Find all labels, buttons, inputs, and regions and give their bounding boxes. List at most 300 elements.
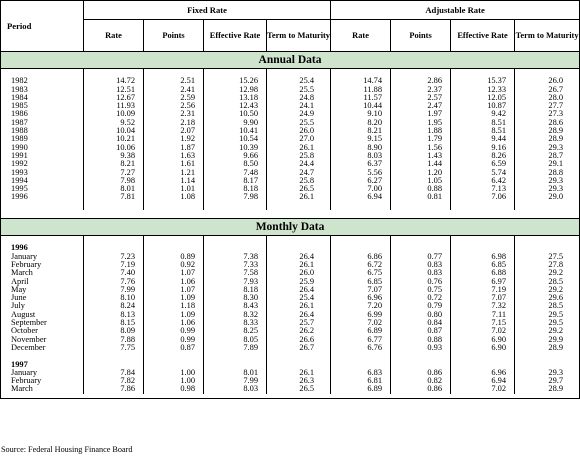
value-cell: 25.9 <box>267 278 331 286</box>
value-cell: 11.57 <box>331 94 391 102</box>
value-cell: 9.16 <box>451 144 515 152</box>
value-cell: 6.83 <box>331 369 391 377</box>
value-cell: 26.4 <box>267 253 331 261</box>
value-cell: 8.90 <box>331 144 391 152</box>
period-cell: February <box>1 377 84 385</box>
value-cell: 1.09 <box>144 294 204 302</box>
value-cell: 24.4 <box>267 160 331 168</box>
value-cell: 24.7 <box>267 169 331 177</box>
period-cell: February <box>1 261 84 269</box>
value-cell: 7.58 <box>204 269 267 277</box>
value-cell: 27.5 <box>515 253 580 261</box>
value-cell: 1.44 <box>391 160 451 168</box>
period-cell: 1985 <box>1 102 84 110</box>
value-cell: 0.88 <box>391 185 451 193</box>
value-cell: 7.02 <box>451 327 515 335</box>
period-cell: 1996 <box>1 193 84 201</box>
value-cell: 8.13 <box>84 311 144 319</box>
value-cell: 26.5 <box>267 185 331 193</box>
value-cell: 29.3 <box>515 177 580 185</box>
value-cell: 10.04 <box>84 127 144 135</box>
period-cell: March <box>1 385 84 393</box>
value-cell: 6.85 <box>331 278 391 286</box>
value-cell: 6.89 <box>331 385 391 393</box>
value-cell: 11.93 <box>84 102 144 110</box>
value-cell: 26.1 <box>267 302 331 310</box>
value-cell: 29.9 <box>515 336 580 344</box>
value-cell: 24.8 <box>267 94 331 102</box>
column-header: Effective Rate <box>204 20 267 52</box>
value-cell: 8.15 <box>84 319 144 327</box>
value-cell: 1.06 <box>144 278 204 286</box>
value-cell: 15.37 <box>451 77 515 85</box>
value-cell: 7.23 <box>84 253 144 261</box>
value-cell: 26.4 <box>267 286 331 294</box>
value-cell: 7.19 <box>451 286 515 294</box>
value-cell: 8.10 <box>84 294 144 302</box>
column-header: Points <box>391 20 451 52</box>
period-cell: December <box>1 344 84 352</box>
value-cell: 8.32 <box>204 311 267 319</box>
value-cell: 26.1 <box>267 261 331 269</box>
annual-data-band <box>1 52 580 69</box>
value-cell: 1.63 <box>144 152 204 160</box>
value-cell: 1.00 <box>144 369 204 377</box>
blank-row <box>1 236 580 245</box>
value-cell: 15.26 <box>204 77 267 85</box>
value-cell: 6.75 <box>331 269 391 277</box>
value-cell: 7.38 <box>204 253 267 261</box>
value-cell: 26.2 <box>267 327 331 335</box>
value-cell: 7.06 <box>451 193 515 201</box>
value-cell: 28.9 <box>515 135 580 143</box>
period-cell: August <box>1 311 84 319</box>
value-cell: 26.7 <box>515 86 580 94</box>
value-cell: 29.6 <box>515 294 580 302</box>
period-cell: 1983 <box>1 86 84 94</box>
value-cell: 1.21 <box>144 169 204 177</box>
value-cell: 29.3 <box>515 144 580 152</box>
value-cell: 6.97 <box>451 278 515 286</box>
value-cell: 8.33 <box>204 319 267 327</box>
value-cell: 1.87 <box>144 144 204 152</box>
column-header-row <box>1 20 580 52</box>
value-cell: 26.5 <box>267 385 331 393</box>
value-cell: 7.02 <box>331 319 391 327</box>
value-cell: 25.4 <box>267 77 331 85</box>
value-cell: 2.07 <box>144 127 204 135</box>
value-cell: 0.76 <box>391 278 451 286</box>
value-cell: 9.90 <box>204 119 267 127</box>
value-cell: 25.5 <box>267 119 331 127</box>
value-cell: 2.56 <box>144 102 204 110</box>
period-cell: July <box>1 302 84 310</box>
value-cell: 8.05 <box>204 336 267 344</box>
value-cell: 0.82 <box>391 377 451 385</box>
monthly-data-title: Monthly Data <box>1 219 580 236</box>
period-cell: 1991 <box>1 152 84 160</box>
value-cell: 27.8 <box>515 261 580 269</box>
value-cell: 1.20 <box>391 169 451 177</box>
value-cell: 7.13 <box>451 185 515 193</box>
value-cell: 0.98 <box>144 385 204 393</box>
value-cell: 29.2 <box>515 286 580 294</box>
value-cell: 6.94 <box>451 377 515 385</box>
value-cell: 8.30 <box>204 294 267 302</box>
value-cell: 0.87 <box>144 344 204 352</box>
value-cell: 29.1 <box>515 160 580 168</box>
value-cell: 2.31 <box>144 110 204 118</box>
value-cell: 1.79 <box>391 135 451 143</box>
value-cell: 26.6 <box>267 336 331 344</box>
period-header: Period <box>1 1 84 52</box>
period-cell: 1994 <box>1 177 84 185</box>
value-cell: 0.83 <box>391 261 451 269</box>
period-cell: November <box>1 336 84 344</box>
period-cell: 1989 <box>1 135 84 143</box>
value-cell: 6.86 <box>331 253 391 261</box>
value-cell: 7.20 <box>331 302 391 310</box>
value-cell: 6.77 <box>331 336 391 344</box>
value-cell: 13.18 <box>204 94 267 102</box>
value-cell: 28.5 <box>515 302 580 310</box>
value-cell: 1.09 <box>144 311 204 319</box>
value-cell: 9.10 <box>331 110 391 118</box>
value-cell: 6.72 <box>331 261 391 269</box>
value-cell: 0.83 <box>391 269 451 277</box>
value-cell: 7.40 <box>84 269 144 277</box>
value-cell: 6.42 <box>451 177 515 185</box>
value-cell: 1.56 <box>391 144 451 152</box>
value-cell: 14.74 <box>331 77 391 85</box>
value-cell: 8.50 <box>204 160 267 168</box>
value-cell: 0.93 <box>391 344 451 352</box>
value-cell: 10.39 <box>204 144 267 152</box>
period-cell: April <box>1 278 84 286</box>
column-header: Rate <box>84 20 144 52</box>
value-cell: 7.32 <box>451 302 515 310</box>
value-cell: 0.99 <box>144 336 204 344</box>
value-cell: 6.96 <box>331 294 391 302</box>
value-cell: 28.7 <box>515 152 580 160</box>
period-cell: 1987 <box>1 119 84 127</box>
value-cell: 26.1 <box>267 193 331 201</box>
value-cell: 6.99 <box>331 311 391 319</box>
value-cell: 6.90 <box>451 336 515 344</box>
value-cell: 24.1 <box>267 102 331 110</box>
period-cell: 1993 <box>1 169 84 177</box>
value-cell: 25.5 <box>267 86 331 94</box>
value-cell: 0.84 <box>391 319 451 327</box>
value-cell: 7.07 <box>451 294 515 302</box>
value-cell: 10.09 <box>84 110 144 118</box>
value-cell: 0.99 <box>144 327 204 335</box>
value-cell: 8.21 <box>331 127 391 135</box>
value-cell: 14.72 <box>84 77 144 85</box>
period-cell: 1988 <box>1 127 84 135</box>
value-cell: 10.21 <box>84 135 144 143</box>
table-bottom-row <box>1 394 580 399</box>
value-cell: 29.0 <box>515 193 580 201</box>
value-cell: 29.3 <box>515 369 580 377</box>
value-cell: 12.51 <box>84 86 144 94</box>
value-cell: 7.02 <box>451 385 515 393</box>
value-cell: 2.18 <box>144 119 204 127</box>
value-cell: 26.0 <box>267 269 331 277</box>
period-cell: October <box>1 327 84 335</box>
value-cell: 27.7 <box>515 102 580 110</box>
value-cell: 6.27 <box>331 177 391 185</box>
value-cell: 0.89 <box>144 253 204 261</box>
value-cell: 8.43 <box>204 302 267 310</box>
value-cell: 12.98 <box>204 86 267 94</box>
value-cell: 0.79 <box>391 302 451 310</box>
value-cell: 0.87 <box>391 327 451 335</box>
value-cell: 9.38 <box>84 152 144 160</box>
value-cell: 28.8 <box>515 169 580 177</box>
value-cell: 0.81 <box>391 193 451 201</box>
value-cell: 8.03 <box>331 152 391 160</box>
value-cell: 28.5 <box>515 278 580 286</box>
value-cell: 8.24 <box>84 302 144 310</box>
value-cell: 6.76 <box>331 344 391 352</box>
value-cell: 26.7 <box>267 344 331 352</box>
value-cell: 7.93 <box>204 278 267 286</box>
value-cell: 29.5 <box>515 311 580 319</box>
source-note: Source: Federal Housing Finance Board <box>1 445 133 454</box>
value-cell: 7.19 <box>84 261 144 269</box>
value-cell: 7.98 <box>204 193 267 201</box>
column-header: Term to Maturity <box>267 20 331 52</box>
value-cell: 7.98 <box>84 177 144 185</box>
value-cell: 26.1 <box>267 144 331 152</box>
value-cell: 28.9 <box>515 127 580 135</box>
value-cell: 6.98 <box>451 253 515 261</box>
value-cell: 29.2 <box>515 327 580 335</box>
blank-row <box>1 202 580 210</box>
value-cell: 24.9 <box>267 110 331 118</box>
value-cell: 7.15 <box>451 319 515 327</box>
value-cell: 6.85 <box>451 261 515 269</box>
value-cell: 29.7 <box>515 377 580 385</box>
value-cell: 10.41 <box>204 127 267 135</box>
value-cell: 5.74 <box>451 169 515 177</box>
value-cell: 8.18 <box>204 185 267 193</box>
value-cell: 8.01 <box>84 185 144 193</box>
value-cell: 7.76 <box>84 278 144 286</box>
value-cell: 2.51 <box>144 77 204 85</box>
value-cell: 25.8 <box>267 152 331 160</box>
value-cell: 8.03 <box>204 385 267 393</box>
value-cell: 8.17 <box>204 177 267 185</box>
value-cell: 2.59 <box>144 94 204 102</box>
value-cell: 8.21 <box>84 160 144 168</box>
value-cell: 1.06 <box>144 319 204 327</box>
value-cell: 5.56 <box>331 169 391 177</box>
value-cell: 29.2 <box>515 269 580 277</box>
value-cell: 10.06 <box>84 144 144 152</box>
value-cell: 1.92 <box>144 135 204 143</box>
value-cell: 2.86 <box>391 77 451 85</box>
value-cell: 7.89 <box>204 344 267 352</box>
value-cell: 7.88 <box>84 336 144 344</box>
value-cell: 10.87 <box>451 102 515 110</box>
table-row <box>1 193 580 201</box>
value-cell: 10.54 <box>204 135 267 143</box>
spacer-row <box>1 210 580 219</box>
value-cell: 0.86 <box>391 385 451 393</box>
value-cell: 1.00 <box>144 377 204 385</box>
value-cell: 7.84 <box>84 369 144 377</box>
value-cell: 9.44 <box>451 135 515 143</box>
value-cell: 7.00 <box>331 185 391 193</box>
value-cell: 1.18 <box>144 302 204 310</box>
value-cell: 8.51 <box>451 119 515 127</box>
value-cell: 2.57 <box>391 94 451 102</box>
period-cell: 1990 <box>1 144 84 152</box>
period-cell: January <box>1 369 84 377</box>
value-cell: 8.26 <box>451 152 515 160</box>
value-cell: 8.09 <box>84 327 144 335</box>
value-cell: 6.89 <box>331 327 391 335</box>
value-cell: 10.50 <box>204 110 267 118</box>
value-cell: 12.33 <box>451 86 515 94</box>
value-cell: 9.52 <box>84 119 144 127</box>
value-cell: 8.25 <box>204 327 267 335</box>
value-cell: 1.05 <box>391 177 451 185</box>
value-cell: 0.92 <box>144 261 204 269</box>
value-cell: 26.0 <box>515 77 580 85</box>
value-cell: 1.88 <box>391 127 451 135</box>
value-cell: 29.3 <box>515 185 580 193</box>
period-cell: 1992 <box>1 160 84 168</box>
value-cell: 9.42 <box>451 110 515 118</box>
value-cell: 2.37 <box>391 86 451 94</box>
value-cell: 28.0 <box>515 94 580 102</box>
period-cell: September <box>1 319 84 327</box>
value-cell: 26.3 <box>267 377 331 385</box>
period-cell: 1997 <box>1 361 84 369</box>
group-header-row <box>1 1 580 20</box>
column-header: Term to Maturity <box>515 20 580 52</box>
value-cell: 1.01 <box>144 185 204 193</box>
value-cell: 7.27 <box>84 169 144 177</box>
value-cell: 6.94 <box>331 193 391 201</box>
value-cell: 7.48 <box>204 169 267 177</box>
value-cell: 26.0 <box>267 127 331 135</box>
value-cell: 12.05 <box>451 94 515 102</box>
period-cell: 1982 <box>1 77 84 85</box>
value-cell: 1.07 <box>144 286 204 294</box>
value-cell: 0.72 <box>391 294 451 302</box>
value-cell: 6.90 <box>451 344 515 352</box>
value-cell: 28.9 <box>515 385 580 393</box>
period-cell: 1995 <box>1 185 84 193</box>
value-cell: 7.82 <box>84 377 144 385</box>
value-cell: 7.75 <box>84 344 144 352</box>
annual-data-title: Annual Data <box>1 52 580 69</box>
value-cell: 1.43 <box>391 152 451 160</box>
value-cell: 25.8 <box>267 177 331 185</box>
value-cell: 6.88 <box>451 269 515 277</box>
period-cell: 1984 <box>1 94 84 102</box>
value-cell: 7.11 <box>451 311 515 319</box>
value-cell: 7.81 <box>84 193 144 201</box>
value-cell: 6.37 <box>331 160 391 168</box>
value-cell: 28.6 <box>515 119 580 127</box>
value-cell: 1.61 <box>144 160 204 168</box>
value-cell: 0.86 <box>391 369 451 377</box>
value-cell: 9.15 <box>331 135 391 143</box>
period-cell: May <box>1 286 84 294</box>
value-cell: 6.59 <box>451 160 515 168</box>
value-cell: 0.80 <box>391 311 451 319</box>
value-cell: 25.7 <box>267 319 331 327</box>
value-cell: 1.08 <box>144 193 204 201</box>
value-cell: 1.07 <box>144 269 204 277</box>
monthly-data-body <box>1 236 580 394</box>
period-cell: January <box>1 253 84 261</box>
value-cell: 8.18 <box>204 286 267 294</box>
blank-row <box>1 352 580 360</box>
value-cell: 7.07 <box>331 286 391 294</box>
value-cell: 10.44 <box>331 102 391 110</box>
value-cell: 25.4 <box>267 294 331 302</box>
period-cell: 1996 <box>1 244 84 252</box>
column-header: Effective Rate <box>451 20 515 52</box>
value-cell: 11.88 <box>331 86 391 94</box>
period-cell: June <box>1 294 84 302</box>
value-cell: 0.75 <box>391 286 451 294</box>
value-cell: 27.3 <box>515 110 580 118</box>
value-cell: 7.86 <box>84 385 144 393</box>
value-cell: 1.14 <box>144 177 204 185</box>
value-cell: 2.41 <box>144 86 204 94</box>
table-row <box>1 344 580 352</box>
value-cell: 6.96 <box>451 369 515 377</box>
fixed-rate-header: Fixed Rate <box>84 1 331 20</box>
value-cell: 28.9 <box>515 344 580 352</box>
period-cell: March <box>1 269 84 277</box>
value-cell: 0.77 <box>391 253 451 261</box>
column-header: Points <box>144 20 204 52</box>
annual-data-body <box>1 69 580 211</box>
value-cell: 9.66 <box>204 152 267 160</box>
value-cell: 12.43 <box>204 102 267 110</box>
value-cell: 1.95 <box>391 119 451 127</box>
value-cell: 12.67 <box>84 94 144 102</box>
value-cell: 7.99 <box>204 377 267 385</box>
value-cell: 7.99 <box>84 286 144 294</box>
value-cell: 27.0 <box>267 135 331 143</box>
column-header: Rate <box>331 20 391 52</box>
period-cell: 1986 <box>1 110 84 118</box>
value-cell: 2.47 <box>391 102 451 110</box>
value-cell: 6.81 <box>331 377 391 385</box>
value-cell: 29.5 <box>515 319 580 327</box>
value-cell: 7.33 <box>204 261 267 269</box>
monthly-data-band <box>1 219 580 236</box>
value-cell: 1.97 <box>391 110 451 118</box>
value-cell: 0.88 <box>391 336 451 344</box>
value-cell: 8.01 <box>204 369 267 377</box>
value-cell: 8.51 <box>451 127 515 135</box>
table-row <box>1 385 580 393</box>
adjustable-rate-header: Adjustable Rate <box>331 1 580 20</box>
value-cell: 8.20 <box>331 119 391 127</box>
value-cell: 26.1 <box>267 369 331 377</box>
value-cell: 26.4 <box>267 311 331 319</box>
